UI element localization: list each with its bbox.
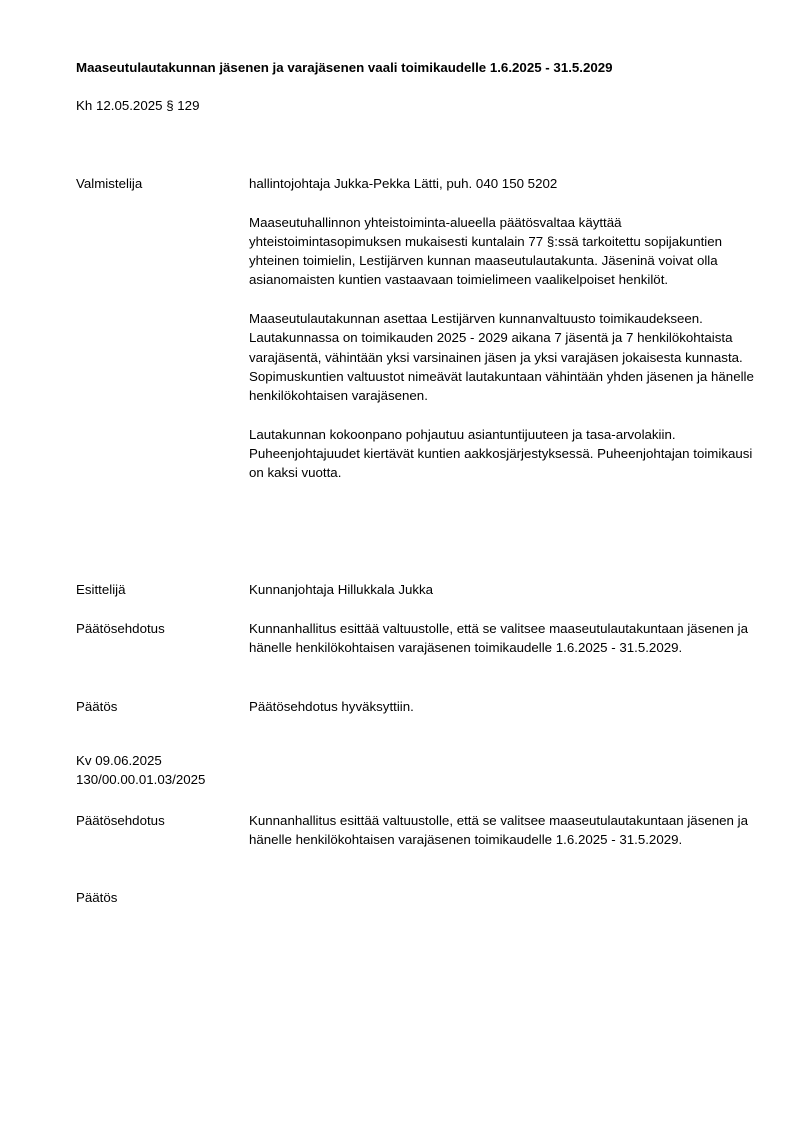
preparer-content <box>249 174 754 483</box>
council-record-id: 130/00.00.01.03/2025 <box>76 772 206 788</box>
decision-label: Päätös <box>76 699 118 714</box>
proposal-label: Päätösehdotus <box>76 621 165 636</box>
decision-label: Päätös <box>76 890 118 905</box>
preparer-name: hallintojohtaja Jukka-Pekka Lätti, puh. 040 150 5202 <box>249 176 558 191</box>
preparer-paragraph: Maaseutulautakunnan asettaa Lestijärven kunnanvaltuusto toimikaudekseen. Lautakunnassa on toimikauden 2025 - 2029 aikana 7 jäsentä ja 7 henkilökohtaista varajäsentä, vähintään yksi varsinainen jäsen ja yksi varajäsen jokaisesta kunnasta. Sopimuskuntien valtuustot nimeävät lautakuntaan vähintään yhden jäsenen ja hänelle henkilökohtaisen varajäsenen. <box>249 311 754 404</box>
proposal-label: Päätösehdotus <box>76 813 165 828</box>
council-meeting-block <box>76 751 205 790</box>
decision-text: Päätösehdotus hyväksyttiin. <box>249 699 414 714</box>
presenter-value: Kunnanjohtaja Hillukkala Jukka <box>249 582 434 597</box>
board-meeting-reference: Kh 12.05.2025 § 129 <box>76 98 200 113</box>
proposal-text: Kunnanhallitus esittää valtuustolle, että se valitsee maaseutulautakuntaan jäsenen ja hänelle henkilökohtaisen varajäsenen toimikaudelle 1.6.2025 - 31.5.2029. <box>249 621 748 656</box>
proposal-text: Kunnanhallitus esittää valtuustolle, että se valitsee maaseutulautakuntaan jäsenen ja hänelle henkilökohtaisen varajäsenen toimikaudelle 1.6.2025 - 31.5.2029. <box>249 813 748 848</box>
council-meeting-reference: Kv 09.06.2025 <box>76 753 162 768</box>
document-title: Maaseutulautakunnan jäsenen ja varajäsenen vaali toimikaudelle 1.6.2025 - 31.5.2029 <box>76 60 613 75</box>
presenter-label: Esittelijä <box>76 582 126 597</box>
preparer-paragraph: Maaseutuhallinnon yhteistoiminta-alueella päätösvaltaa käyttää yhteistoimintasopimuksen mukaisesti kuntalain 77 §:ssä tarkoitettu sopijakuntien yhteinen toimielin, Lestijärven kunnan maaseutulautakunta. Jäseninä voivat olla asianomaisten kuntien vastaavaan toimielimeen vaalikelpoiset henkilöt. <box>249 214 723 288</box>
preparer-paragraph: Lautakunnan kokoonpano pohjautuu asiantuntijuuteen ja tasa-arvolakiin. Puheenjohtajuudet kiertävät kuntien aakkosjärjestyksessä. Puheenjohtajan toimikausi on kaksi vuotta. <box>249 426 753 481</box>
preparer-label: Valmistelija <box>76 176 143 191</box>
